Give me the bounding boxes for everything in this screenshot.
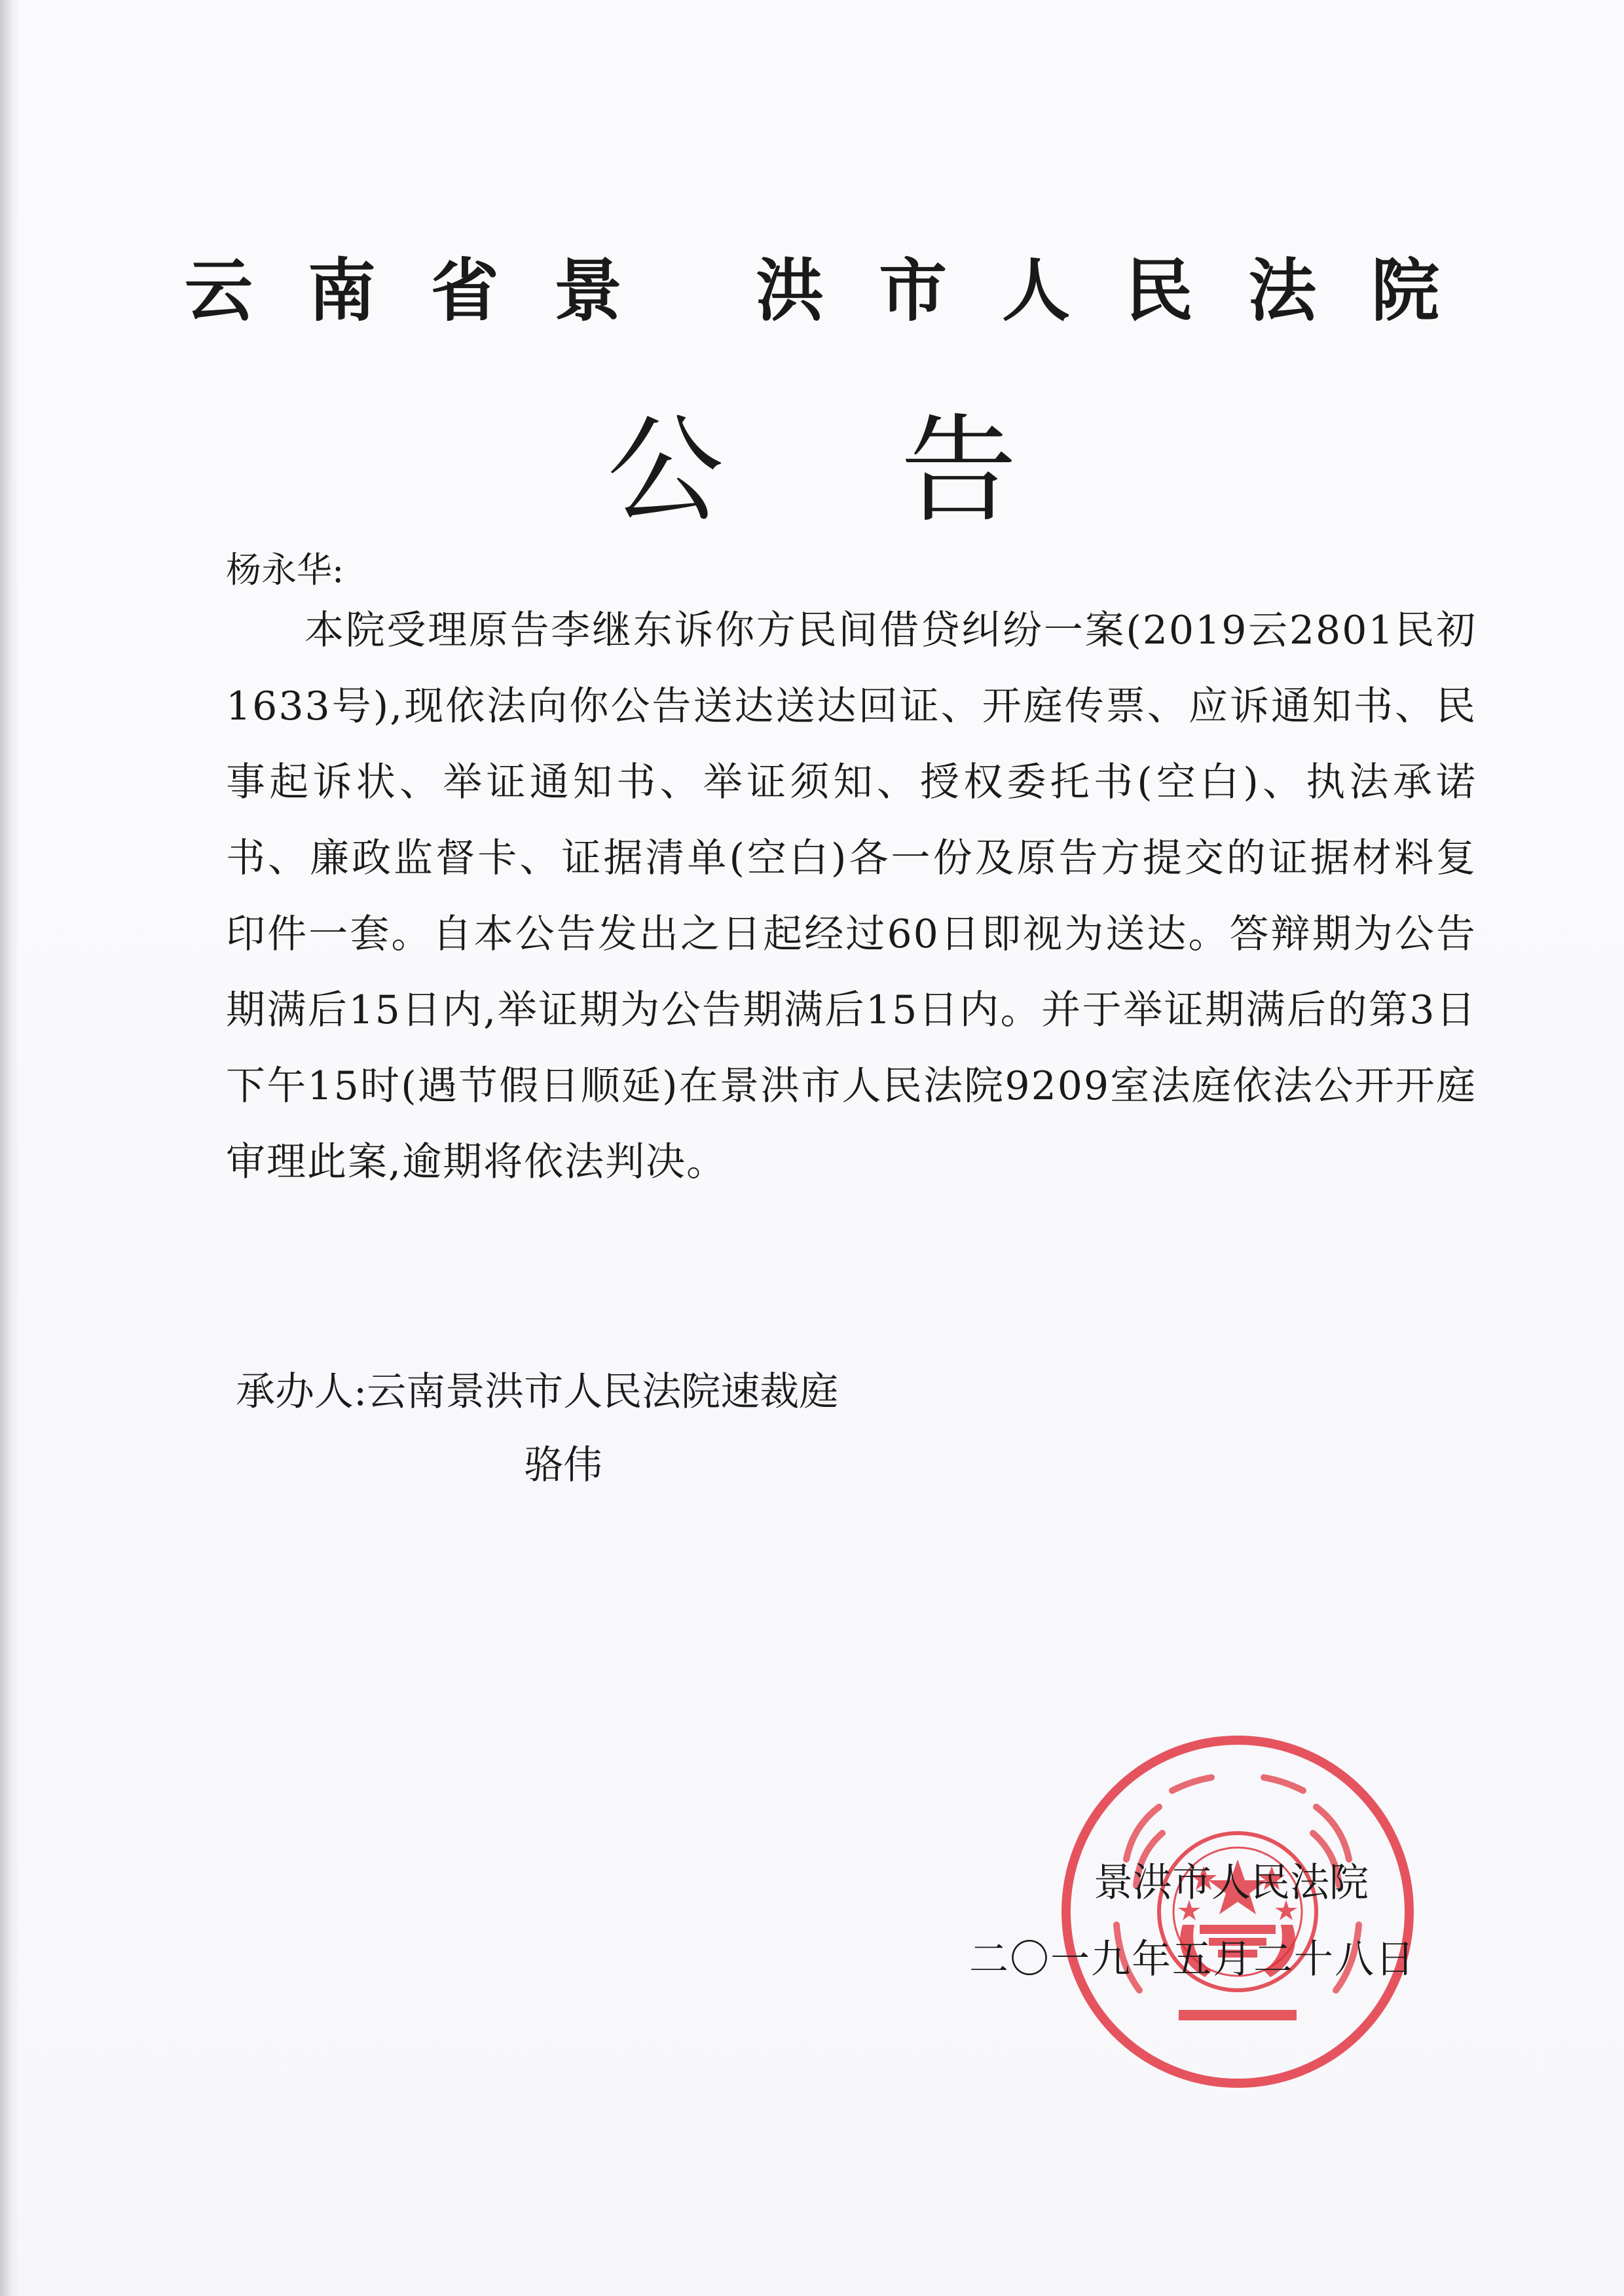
handler-department: 云南景洪市人民法院速裁庭	[367, 1369, 839, 1415]
notice-body: 本院受理原告李继东诉你方民间借贷纠纷一案(2019云2801民初1633号),现依法向你公告送达送达回证、开庭传票、应诉通知书、民事起诉状、举证通知书、举证须知、授权委托书(空白)、执法承诺书、廉政监督卡、证据清单(空白)各一份及原告方提交的证据材料复印件一套。自本公告发出之日起经过60日即视为送达。答辩期为公告期满后15日内,举证期为公告期满后15日内。并于举证期满后的第3日下午15时(遇节假日顺延)在景洪市人民法院9209室法庭依法公开开庭审理此案,逾期将依法判决。	[226, 608, 1477, 1185]
handler-label: 承办人:	[236, 1369, 367, 1415]
court-seal-stamp	[1054, 1728, 1421, 2095]
signature-date: 二〇一九年五月二十八日	[969, 1937, 1416, 1982]
court-title: 云南省景 洪市人民法院	[184, 250, 1495, 331]
addressee: 杨永华:	[226, 549, 344, 591]
scan-edge-shadow	[0, 0, 20, 2296]
handler-block	[236, 1355, 838, 1502]
handler-name: 骆伟	[524, 1442, 602, 1488]
signature-court: 景洪市人民法院	[1094, 1860, 1369, 1906]
document-title: 公告	[607, 403, 1194, 538]
